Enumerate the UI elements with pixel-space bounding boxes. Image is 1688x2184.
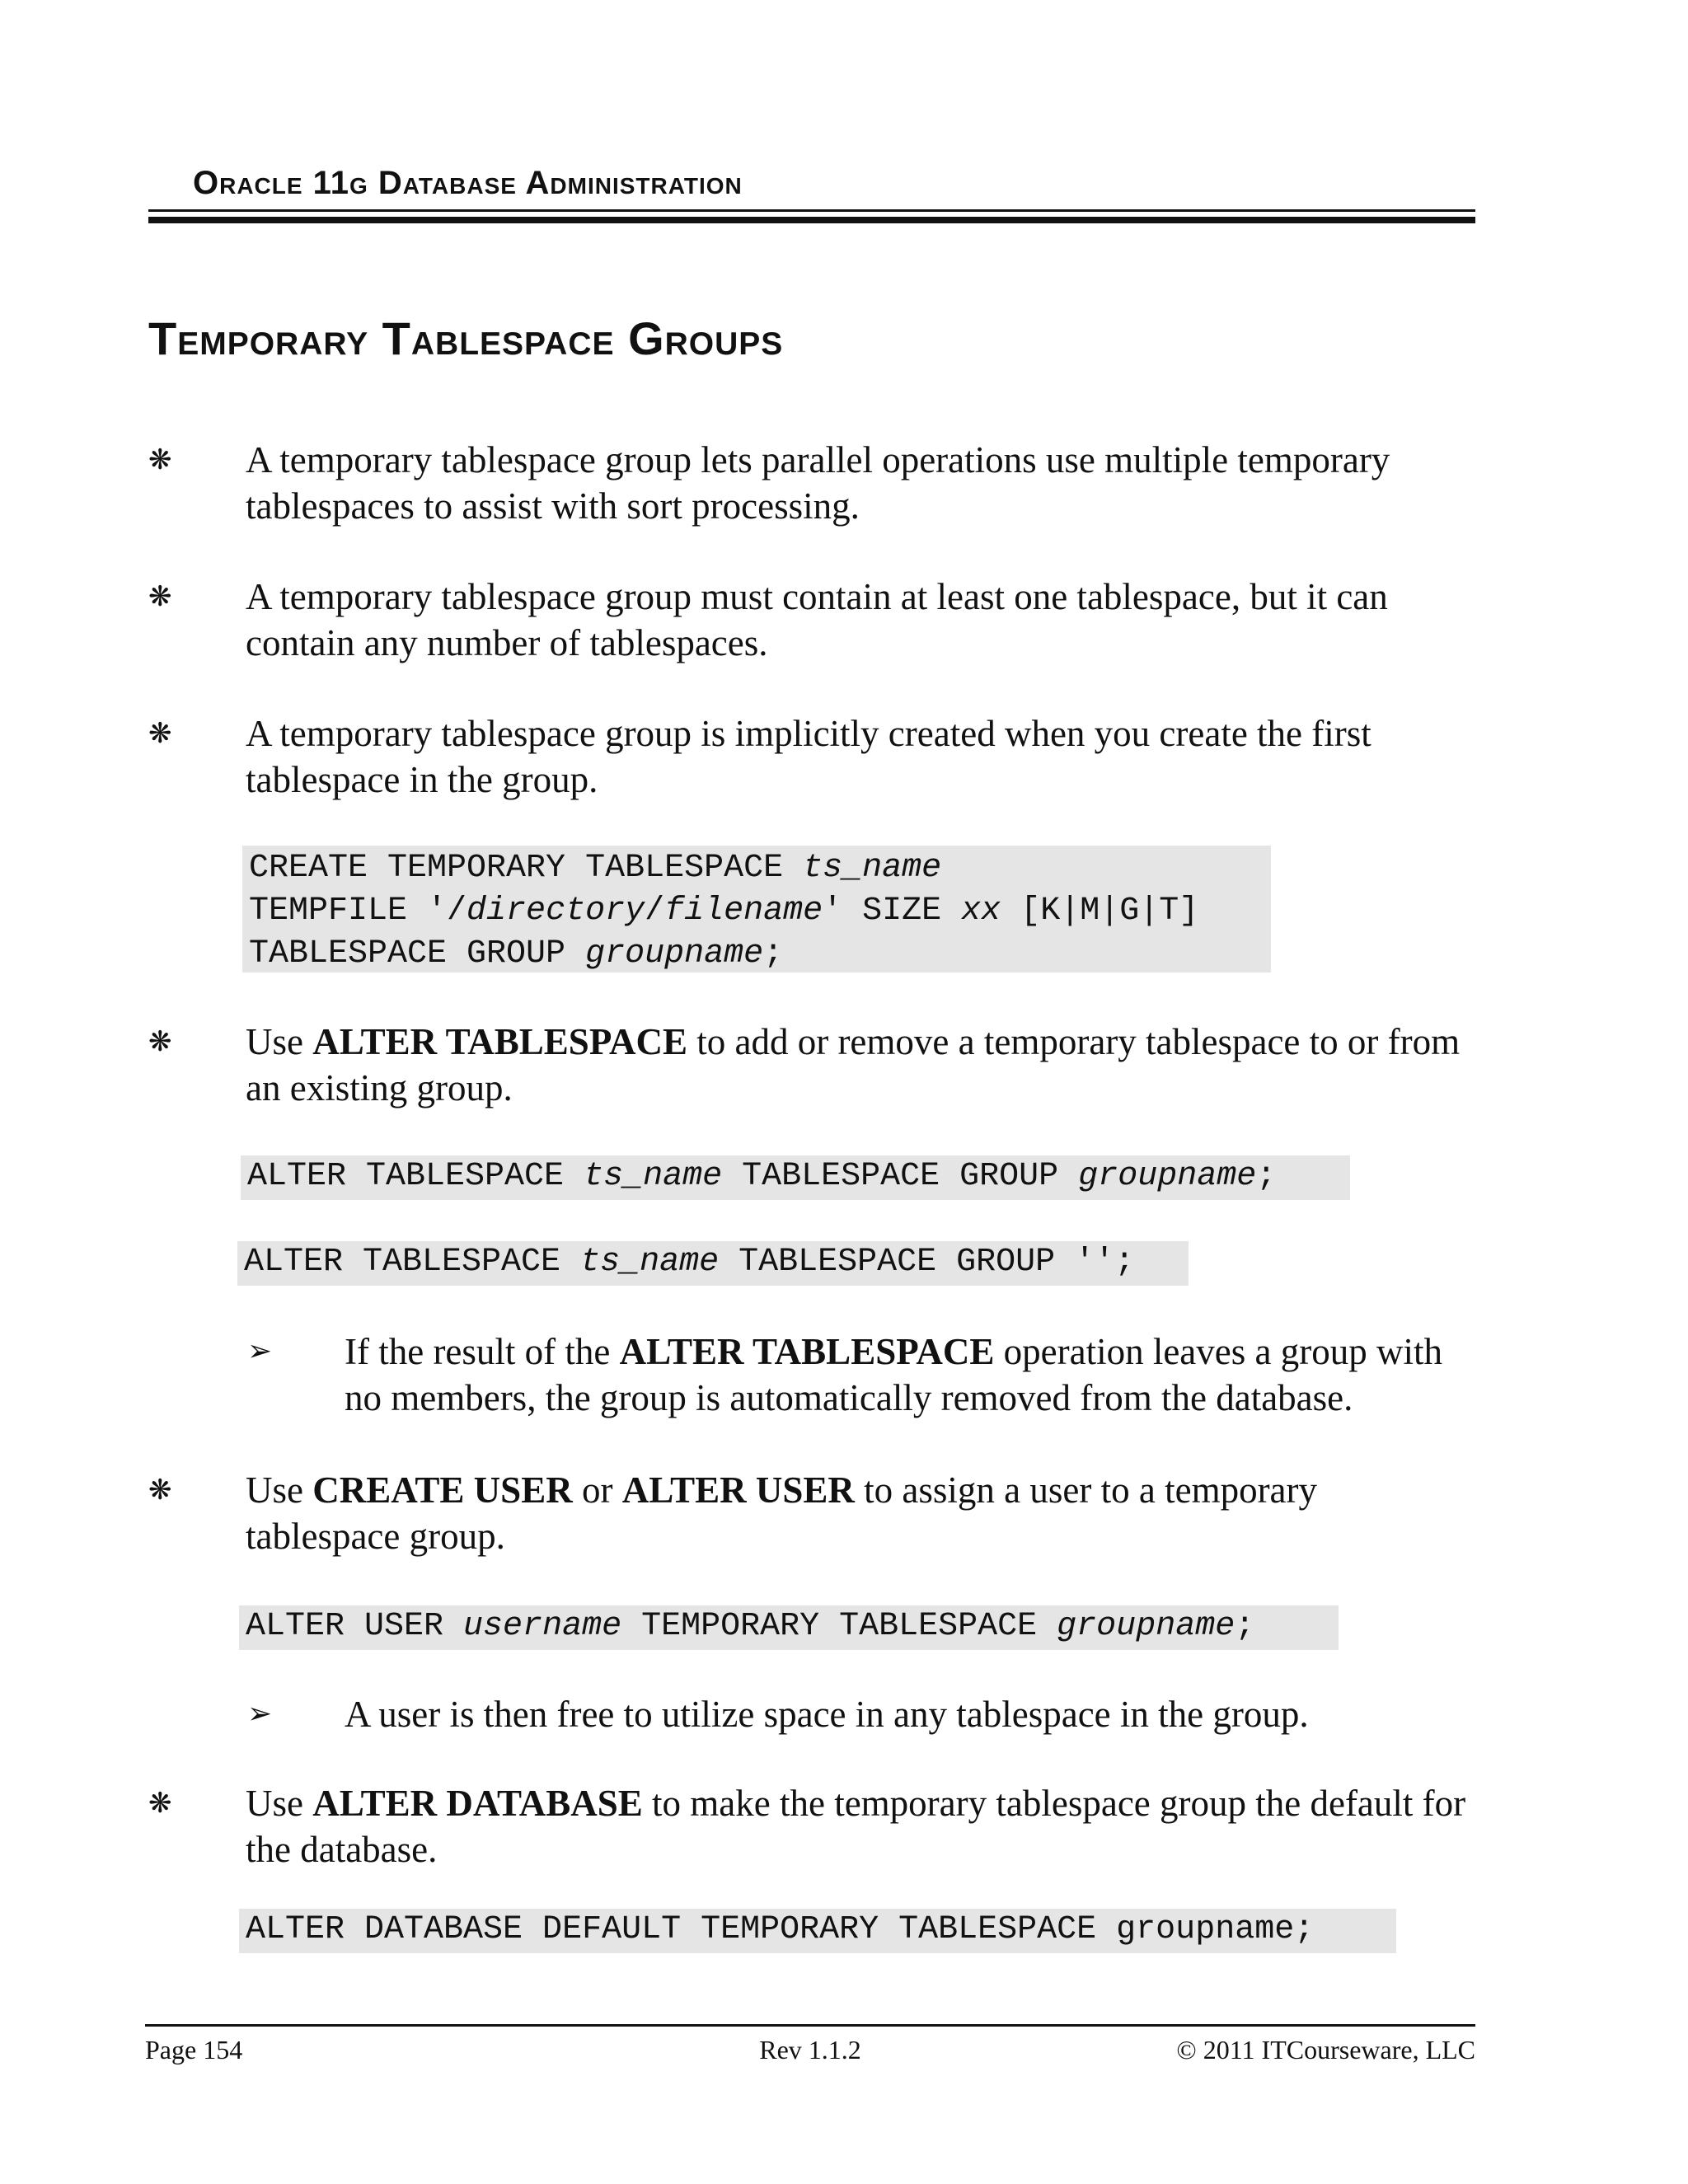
code-block-create: CREATE TEMPORARY TABLESPACE ts_name TEMPFILE '/directory/filename' SIZE xx [K|M|G|T] TABLESPACE GROUP groupname; — [242, 846, 1271, 972]
revision: Rev 1.1.2 — [759, 2035, 861, 2064]
page-footer — [145, 2024, 1475, 2068]
arrow-bullet-icon: ➢ — [247, 1334, 273, 1368]
bullet-mark-icon: ❋ — [148, 717, 172, 750]
header-rule-thick — [148, 217, 1475, 223]
bullet-item — [148, 1780, 1475, 1872]
sub-bullet-text: A user is then free to utilize space in any tablespace in the group. — [345, 1694, 1309, 1735]
bullet-text: A temporary tablespace group lets parallel operations use multiple temporary tablespaces to assist with sort processing. — [246, 439, 1390, 527]
bullet-item — [148, 437, 1475, 529]
bullet-text: Use CREATE USER or ALTER USER to assign a user to a temporary tablespace group. — [246, 1469, 1318, 1557]
sub-bullet-item — [247, 1329, 1484, 1421]
bullet-text: Use ALTER DATABASE to make the temporary tablespace group the default for the database. — [246, 1783, 1466, 1870]
code-alter-user: ALTER USER username TEMPORARY TABLESPACE groupname; — [239, 1605, 1339, 1650]
code-alter-tablespace-add: ALTER TABLESPACE ts_name TABLESPACE GROUP groupname; — [241, 1155, 1350, 1200]
sub-bullet-item — [247, 1691, 1484, 1737]
bullet-item — [148, 1019, 1475, 1111]
footer-rule — [145, 2024, 1475, 2027]
bullet-text: A temporary tablespace group must contain at least one tablespace, but it can contain any number of tablespaces. — [246, 576, 1388, 663]
header-rule-thin — [148, 209, 1475, 212]
code-alter-database: ALTER DATABASE DEFAULT TEMPORARY TABLESPACE groupname; — [239, 1909, 1396, 1953]
bullet-item — [148, 1467, 1475, 1559]
arrow-bullet-icon: ➢ — [247, 1697, 273, 1731]
page-number: Page 154 — [145, 2035, 243, 2064]
code-alter-tablespace-remove: ALTER TABLESPACE ts_name TABLESPACE GROUP ''; — [237, 1241, 1189, 1286]
bullet-mark-icon: ❋ — [148, 443, 172, 476]
header-title: Oracle 11g Database Administration — [193, 165, 743, 201]
running-header — [148, 162, 1475, 223]
bullet-text: A temporary tablespace group is implicitly created when you create the first tablespace in the group. — [246, 713, 1372, 800]
bullet-mark-icon: ❋ — [148, 580, 172, 613]
bullet-text: Use ALTER TABLESPACE to add or remove a temporary tablespace to or from an existing group. — [246, 1021, 1461, 1108]
bullet-mark-icon: ❋ — [148, 1474, 172, 1507]
bullet-item — [148, 710, 1475, 803]
bullet-item — [148, 574, 1475, 666]
page-title: Temporary Tablespace Groups — [148, 312, 784, 364]
bullet-mark-icon: ❋ — [148, 1025, 172, 1058]
copyright: © 2011 ITCourseware, LLC — [1176, 2035, 1475, 2064]
sub-bullet-text: If the result of the ALTER TABLESPACE operation leaves a group with no members, the group is automatically removed from the database. — [345, 1331, 1442, 1418]
bullet-mark-icon: ❋ — [148, 1787, 172, 1820]
